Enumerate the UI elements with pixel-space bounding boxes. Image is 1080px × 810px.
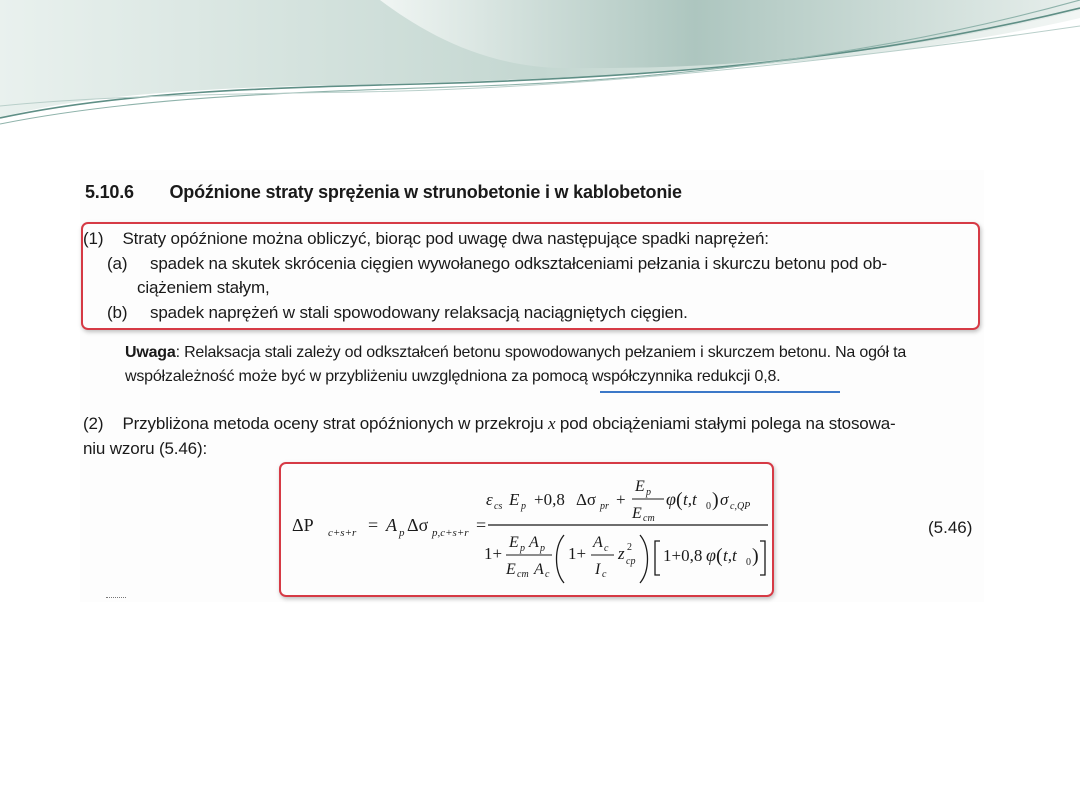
para1-label: (1) (83, 229, 104, 248)
section-title: Opóźnione straty sprężenia w strunobetonie i w kablobetonie (169, 182, 682, 202)
eq-den-args-sub: 0 (746, 557, 751, 568)
blue-underline (600, 391, 840, 393)
item-b-label: (b) (107, 303, 128, 322)
eq-num-paren-close: ) (712, 489, 719, 511)
eq-den-bracket-text: 1+0,8 (663, 546, 703, 565)
para2-variable: x (547, 414, 556, 433)
eq-den-fnum-E-sub: p (520, 543, 525, 554)
eq-num-args-sub: 0 (706, 501, 711, 512)
eq-num-args: t,t (683, 490, 697, 509)
eq-num-plus08: +0,8 (534, 490, 565, 509)
eq-den-fden-A-sub: c (545, 569, 550, 580)
eq-num-frac-num: E (635, 478, 645, 495)
eq-den-z-sub: cp (626, 556, 636, 567)
eq-dsigma-sub: p,c+s+r (432, 527, 469, 539)
eq-num-Ep: E (509, 490, 520, 509)
note-text1: : Relaksacja stali zależy od odkształceń betonu spowodowanych pełzaniem i skurczem betonu. Na ogół ta (175, 344, 907, 361)
eq-den-z: z (618, 544, 625, 563)
eq-den-phi: φ (706, 545, 716, 565)
header-wave-decoration (0, 0, 1080, 140)
eq-num-eps-sub: cs (494, 501, 503, 512)
equation-number: (5.46) (928, 518, 973, 537)
para2-line1 (83, 414, 896, 434)
eq-num-plus2: + (616, 490, 626, 509)
para2-label: (2) (83, 414, 104, 433)
para1-text: Straty opóźnione można obliczyć, biorąc pod uwagę dwa następujące spadki naprężeń: (122, 229, 769, 248)
eq-num-dsigma-pr: Δσ (576, 490, 597, 509)
eq-num-Ep-sub: p (521, 501, 526, 512)
note-text2b: współczynnika redukcji 0,8. (591, 368, 781, 385)
eq-num-sigma: σ (720, 490, 729, 509)
eq-equals-1: = (368, 515, 379, 535)
eq-num-frac-den: E (632, 505, 642, 522)
eq-num-sigma-sub: c,QP (730, 501, 751, 512)
eq-num-frac-num-sub: p (646, 487, 651, 498)
para2-text1a: Przybliżona metoda oceny strat opóźnionych w przekroju (122, 414, 548, 433)
eq-den-args: t,t (723, 546, 737, 565)
equation-formula (280, 463, 768, 591)
cutoff-text-remnant (106, 597, 126, 601)
para1-line (83, 229, 769, 249)
note-label: Uwaga (125, 344, 176, 361)
item-b-line1: spadek naprężeń w stali spowodowany relaksacją naciągniętych cięgien. (150, 303, 688, 322)
eq-num-phi: φ (666, 489, 676, 509)
note-line2 (125, 368, 780, 386)
eq-den-paren-close: ) (752, 545, 759, 567)
section-number: 5.10.6 (85, 182, 134, 202)
eq-den-big-paren-open (557, 535, 565, 583)
eq-den-bracket-open (655, 541, 660, 575)
eq-num-dsigma-pr-sub: pr (600, 501, 609, 512)
eq-den-gden-I-sub: c (602, 569, 607, 580)
eq-den-z-sup: 2 (627, 542, 632, 553)
item-a-line1: spadek na skutek skrócenia cięgien wywołanego odkształceniami pełzania i skurczu betonu pod ob- (150, 254, 888, 273)
eq-den-one: 1+ (484, 544, 503, 563)
eq-num-frac-den-sub: cm (643, 513, 655, 524)
eq-Ap-sub: p (399, 527, 405, 539)
eq-num-eps: ε (486, 490, 493, 509)
eq-dsigma: Δσ (407, 515, 429, 535)
para2-line2: niu wzoru (5.46): (83, 439, 208, 458)
eq-den-bracket-close (760, 541, 765, 575)
item-a-label: (a) (107, 254, 128, 273)
eq-lhs: ΔP (292, 515, 314, 535)
eq-den-fnum-A-sub: p (540, 543, 545, 554)
eq-den-gden-I: I (595, 561, 601, 578)
eq-Ap: A (386, 515, 397, 535)
document-page (80, 170, 984, 602)
note-text2a: współzależność może być w przybliżeniu uwzględniona za pomocą (125, 368, 592, 385)
eq-equals-2: = (476, 515, 487, 535)
eq-den-paren-open: ( (716, 545, 723, 567)
eq-den-fnum-E: E (509, 534, 519, 551)
eq-den-fden-E-sub: cm (517, 569, 529, 580)
section-heading (85, 182, 682, 203)
eq-num-paren-open: ( (676, 489, 683, 511)
para2-text1b: pod obciążeniami stałymi polega na stosowa- (555, 414, 896, 433)
note-line1 (125, 344, 906, 362)
eq-den-fden-E: E (506, 561, 516, 578)
eq-den-one2: 1+ (568, 544, 587, 563)
eq-den-fden-A: A (534, 561, 544, 578)
item-a-line2: ciążeniem stałym, (137, 278, 270, 297)
eq-den-fnum-A: A (529, 534, 539, 551)
eq-den-gnum-A-sub: c (604, 543, 609, 554)
eq-lhs-sub: c+s+r (328, 527, 357, 539)
eq-den-gnum-A: A (593, 534, 603, 551)
eq-den-big-paren-close (640, 535, 648, 583)
